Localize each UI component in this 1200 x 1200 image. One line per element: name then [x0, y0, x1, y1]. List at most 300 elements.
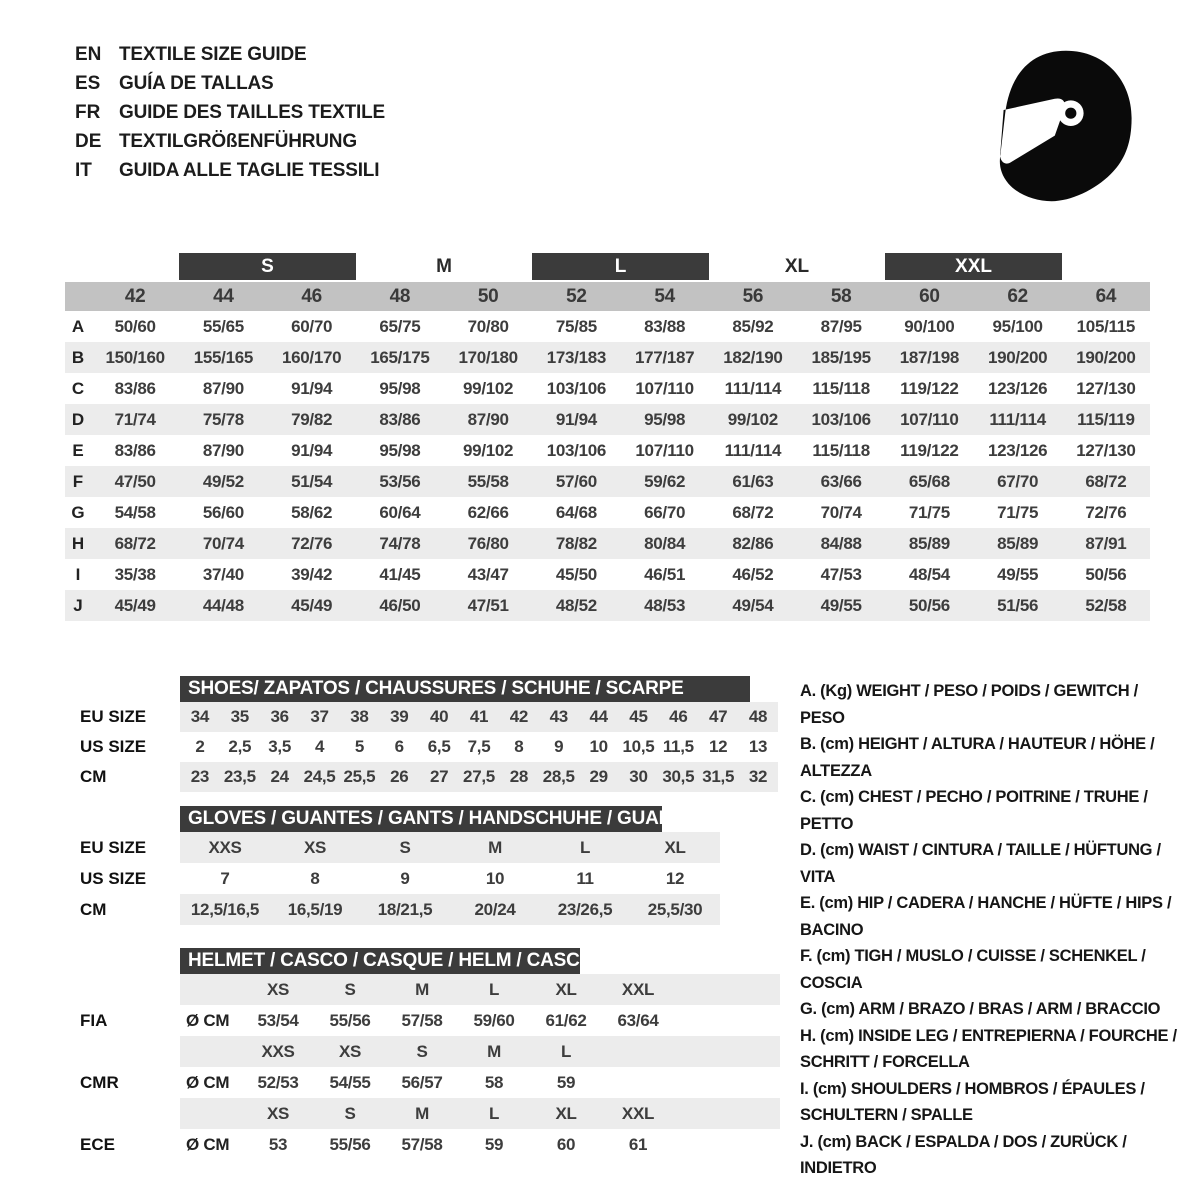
- helmet-size-cell: M: [415, 1103, 429, 1123]
- table-cell: 80/84: [644, 533, 686, 553]
- table-cell: 45/50: [555, 564, 597, 584]
- table-cell: 127/130: [1076, 378, 1136, 398]
- row-label: EU SIZE: [80, 707, 147, 726]
- table-cell: 62/66: [467, 502, 509, 522]
- table-cell: M: [488, 837, 502, 857]
- table-cell: 95/100: [992, 316, 1043, 336]
- table-cell: 12: [709, 737, 728, 756]
- table-cell: 91/94: [291, 378, 333, 398]
- legend-item: E. (cm) HIP / CADERA / HANCHE / HÜFTE / HIPS / BACINO: [800, 894, 1172, 939]
- table-cell: 72/76: [1085, 502, 1127, 522]
- table-cell: 24,5: [303, 767, 336, 786]
- legend-item: B. (cm) HEIGHT / ALTURA / HAUTEUR / HÖHE / ALTEZZA: [800, 735, 1155, 780]
- table-cell: 49/52: [202, 471, 244, 491]
- table-cell: 87/91: [1085, 533, 1127, 553]
- table-cell: 27,5: [463, 767, 495, 786]
- table-cell: 185/195: [811, 347, 871, 367]
- table-cell: 13: [748, 737, 768, 756]
- table-cell: 119/122: [900, 378, 959, 398]
- table-cell: 9: [554, 737, 564, 756]
- row-cells: [180, 832, 720, 863]
- table-cell: 52/53: [257, 1072, 299, 1092]
- table-cell: 34: [190, 707, 210, 726]
- table-cell: 52/58: [1085, 595, 1127, 615]
- table-cell: 71/75: [908, 502, 950, 522]
- table-cell: 58/62: [291, 502, 333, 522]
- row-cells: [180, 732, 778, 762]
- standard-label: FIA: [80, 1010, 108, 1030]
- size-group-xxl: XXL: [885, 253, 1062, 280]
- textile-size-table: [65, 253, 1150, 621]
- numeric-size-header-row: [65, 282, 1150, 311]
- table-cell: 46: [669, 707, 688, 726]
- size-group-l: L: [532, 253, 709, 280]
- gloves-title-bar: GLOVES / GUANTES / GANTS / HANDSCHUHE / GUANTI: [180, 806, 662, 832]
- table-cell: 28,5: [542, 767, 575, 786]
- row-cells: [180, 1005, 780, 1036]
- helmet-size-cell: L: [488, 1103, 500, 1123]
- table-cell: 29: [589, 767, 608, 786]
- row-cells: [180, 1098, 780, 1129]
- language-title: TEXTILE SIZE GUIDE: [119, 44, 307, 65]
- table-cell: 41/45: [379, 564, 421, 584]
- row-cells: [180, 894, 720, 925]
- table-cell: 111/114: [989, 409, 1046, 429]
- table-cell: 10: [589, 737, 608, 756]
- table-cell: 85/89: [908, 533, 950, 553]
- table-cell: 99/102: [463, 440, 514, 460]
- table-cell: 61: [628, 1134, 648, 1154]
- helmet-size-cell: XXS: [261, 1041, 295, 1061]
- table-cell: 83/88: [644, 316, 686, 336]
- language-row-en: [75, 40, 385, 69]
- table-cell: 90/100: [904, 316, 955, 336]
- table-cell: 115/119: [1077, 409, 1135, 429]
- table-cell: 46/52: [732, 564, 774, 584]
- diameter-unit-label: Ø CM: [186, 1134, 230, 1154]
- legend-item: D. (cm) WAIST / CINTURA / TAILLE / HÜFTUNG / VITA: [800, 841, 1161, 886]
- table-cell: 2,5: [228, 737, 252, 756]
- table-cell: 83/86: [379, 409, 421, 429]
- table-cell: 115/118: [812, 378, 870, 398]
- table-cell: 83/86: [114, 440, 156, 460]
- legend-item: C. (cm) CHEST / PECHO / POITRINE / TRUHE / PETTO: [800, 788, 1148, 833]
- size-group-xl: XL: [784, 256, 810, 277]
- table-cell: 43/47: [467, 564, 509, 584]
- table-cell: 70/80: [467, 316, 509, 336]
- helmet-size-cell: XL: [555, 1103, 577, 1123]
- row-cells: [180, 974, 780, 1005]
- size-header-cell: 64: [1095, 285, 1117, 307]
- table-cell: 16,5/19: [287, 899, 343, 919]
- table-cell: 50/56: [908, 595, 950, 615]
- table-cell: 91/94: [291, 440, 333, 460]
- table-cell: 35/38: [114, 564, 156, 584]
- gloves-rows: [65, 832, 780, 925]
- table-cell: 123/126: [987, 378, 1048, 398]
- helmet-rows: [65, 974, 845, 1160]
- table-cell: 66/70: [644, 502, 686, 522]
- table-row: [65, 342, 1150, 373]
- row-cells: [180, 1036, 780, 1067]
- language-code: EN: [75, 44, 102, 65]
- table-cell: 26: [390, 767, 409, 786]
- table-cell: 40: [429, 707, 449, 726]
- table-cell: 48: [748, 707, 768, 726]
- table-cell: 44: [589, 707, 608, 726]
- table-cell: 59: [484, 1134, 504, 1154]
- helmet-size-cell: M: [487, 1041, 501, 1061]
- language-code: ES: [75, 73, 101, 94]
- language-row-fr: [75, 98, 385, 127]
- size-header-cell: 56: [742, 285, 764, 307]
- table-cell: 84/88: [820, 533, 862, 553]
- table-cell: 46/51: [644, 564, 686, 584]
- helmet-size-cell: XL: [555, 979, 577, 999]
- helmet-size-cell: XXL: [621, 979, 655, 999]
- diameter-unit-label: Ø CM: [186, 1010, 230, 1030]
- table-cell: 39/42: [291, 564, 333, 584]
- table-cell: 87/90: [202, 440, 244, 460]
- table-cell: 32: [748, 767, 768, 786]
- table-row: [65, 590, 1150, 621]
- table-cell: 8: [514, 737, 524, 756]
- table-cell: 45/49: [291, 595, 333, 615]
- size-header-cell: 44: [213, 285, 234, 307]
- table-cell: 25,5: [343, 767, 376, 786]
- size-group-s: S: [179, 253, 356, 280]
- language-code: FR: [75, 102, 101, 123]
- table-cell: 82/86: [732, 533, 774, 553]
- table-cell: 170/180: [458, 347, 518, 367]
- table-cell: 165/175: [370, 347, 430, 367]
- table-cell: 23/26,5: [557, 899, 613, 919]
- table-cell: 72/76: [291, 533, 333, 553]
- row-label: CM: [80, 899, 107, 919]
- table-cell: 18/21,5: [377, 899, 433, 919]
- table-cell: 59/62: [644, 471, 686, 491]
- table-cell: 160/170: [281, 347, 342, 367]
- language-row-es: [75, 69, 385, 98]
- table-cell: 55/56: [329, 1134, 371, 1154]
- measurement-row-label: B: [71, 347, 85, 367]
- table-cell: 61/63: [732, 471, 774, 491]
- diameter-unit-label: Ø CM: [186, 1072, 230, 1092]
- table-cell: 23: [190, 767, 210, 786]
- table-cell: 27: [429, 767, 449, 786]
- table-cell: 47/50: [114, 471, 156, 491]
- table-cell: 59/60: [473, 1010, 515, 1030]
- table-cell: 7: [220, 868, 230, 888]
- shoes-title-bar: SHOES/ ZAPATOS / CHAUSSURES / SCHUHE / SCARPE: [180, 676, 750, 702]
- table-cell: 30,5: [662, 767, 695, 786]
- shoes-table: [65, 676, 780, 792]
- table-cell: 75/85: [555, 316, 597, 336]
- table-cell: 31,5: [702, 767, 735, 786]
- table-cell: L: [579, 837, 591, 857]
- table-cell: 60/70: [291, 316, 333, 336]
- table-cell: 79/82: [291, 409, 333, 429]
- table-cell: 63/66: [820, 471, 862, 491]
- table-cell: 49/55: [997, 564, 1039, 584]
- table-cell: 59: [556, 1072, 576, 1092]
- table-cell: 6,5: [427, 737, 451, 756]
- language-code: IT: [75, 160, 92, 181]
- table-cell: 57/58: [401, 1010, 443, 1030]
- language-title: GUIDA ALLE TAGLIE TESSILI: [119, 160, 380, 181]
- table-cell: 54/55: [329, 1072, 371, 1092]
- helmet-size-header-row: [65, 974, 845, 1005]
- table-cell: 39: [390, 707, 409, 726]
- language-title: GUIDE DES TAILLES TEXTILE: [119, 102, 385, 123]
- helmet-size-cell: L: [560, 1041, 572, 1061]
- helmet-size-cell: S: [416, 1041, 428, 1061]
- row-label: US SIZE: [80, 868, 147, 888]
- measurement-legend: [800, 678, 1182, 1182]
- table-cell: 71/74: [114, 409, 156, 429]
- measurement-row-label: F: [72, 471, 84, 491]
- table-cell: 23,5: [223, 767, 256, 786]
- helmet-value-row: [65, 1067, 845, 1098]
- table-cell: 24: [270, 767, 289, 786]
- table-cell: 5: [354, 737, 364, 756]
- table-cell: 55/56: [329, 1010, 371, 1030]
- table-cell: 103/106: [546, 440, 607, 460]
- helmet-size-cell: XS: [266, 1103, 290, 1123]
- table-row: [65, 559, 1150, 590]
- table-cell: 50/60: [114, 316, 156, 336]
- table-cell: 76/80: [467, 533, 509, 553]
- table-cell: 111/114: [724, 378, 782, 398]
- table-cell: 123/126: [987, 440, 1048, 460]
- helmet-size-header-row: [65, 1098, 845, 1129]
- table-cell: 56/60: [202, 502, 244, 522]
- table-cell: 111/114: [724, 440, 782, 460]
- table-row: [65, 435, 1150, 466]
- table-cell: 48/53: [644, 595, 686, 615]
- table-cell: 45: [629, 707, 648, 726]
- table-cell: 182/190: [723, 347, 783, 367]
- table-cell: 60/64: [379, 502, 421, 522]
- table-cell: 50/56: [1085, 564, 1127, 584]
- size-group-header-row: [65, 253, 1150, 280]
- table-cell: 107/110: [635, 378, 694, 398]
- row-label: US SIZE: [80, 737, 147, 756]
- table-cell: 190/200: [1076, 347, 1136, 367]
- measurement-row-label: D: [71, 409, 85, 429]
- table-row: [65, 466, 1150, 497]
- table-cell: 187/198: [899, 347, 960, 367]
- size-group-m: M: [436, 256, 452, 277]
- table-cell: 46/50: [379, 595, 421, 615]
- table-cell: 20/24: [474, 899, 516, 919]
- table-row: [65, 373, 1150, 404]
- table-cell: 155/165: [193, 347, 254, 367]
- row-label: CM: [80, 767, 107, 786]
- measurement-row-label: H: [71, 533, 85, 553]
- racing-helmet-icon: [978, 38, 1138, 214]
- table-cell: 45/49: [114, 595, 156, 615]
- helmet-table: [65, 948, 845, 1160]
- size-header-cell: 62: [1007, 285, 1028, 307]
- table-cell: 64/68: [555, 502, 597, 522]
- table-cell: 35: [230, 707, 249, 726]
- table-cell: 107/110: [635, 440, 694, 460]
- table-cell: 12,5/16,5: [190, 899, 260, 919]
- table-cell: 105/115: [1076, 316, 1136, 336]
- table-cell: 115/118: [812, 440, 870, 460]
- table-cell: 11,5: [662, 737, 694, 756]
- table-cell: 99/102: [727, 409, 778, 429]
- table-cell: 42: [509, 707, 529, 726]
- legend-item: H. (cm) INSIDE LEG / ENTREPIERNA / FOURCHE / SCHRITT / FORCELLA: [800, 1026, 1177, 1071]
- row-label: EU SIZE: [80, 837, 147, 857]
- table-cell: 37/40: [202, 564, 244, 584]
- table-row: [65, 762, 780, 792]
- table-cell: 119/122: [900, 440, 959, 460]
- table-cell: 57/60: [555, 471, 597, 491]
- size-header-cell: 48: [389, 285, 411, 307]
- table-cell: 78/82: [555, 533, 597, 553]
- table-cell: 83/86: [114, 378, 156, 398]
- row-cells: [180, 1129, 780, 1160]
- helmet-size-cell: XS: [338, 1041, 362, 1061]
- language-code: DE: [75, 131, 102, 152]
- table-cell: 95/98: [379, 440, 421, 460]
- measurement-row-label: C: [71, 378, 85, 398]
- table-cell: 7,5: [467, 737, 491, 756]
- table-cell: 53: [268, 1134, 288, 1154]
- table-cell: 10: [485, 868, 505, 888]
- measurement-row-label: A: [71, 316, 85, 336]
- table-cell: 54/58: [114, 502, 156, 522]
- table-cell: 6: [394, 737, 404, 756]
- table-cell: 87/95: [820, 316, 862, 336]
- table-cell: 127/130: [1076, 440, 1136, 460]
- table-cell: 47/51: [467, 595, 509, 615]
- language-row-it: [75, 156, 385, 185]
- table-cell: 95/98: [644, 409, 686, 429]
- table-cell: 25,5/30: [647, 899, 703, 919]
- table-cell: 61/62: [545, 1010, 587, 1030]
- shoes-rows: [65, 702, 780, 792]
- table-cell: 47: [709, 707, 728, 726]
- table-cell: 74/78: [379, 533, 421, 553]
- table-cell: 51/54: [291, 471, 333, 491]
- row-cells: [180, 762, 778, 792]
- table-cell: 68/72: [1085, 471, 1127, 491]
- table-cell: 70/74: [202, 533, 244, 553]
- helmet-value-row: [65, 1005, 845, 1036]
- row-cells: [180, 863, 720, 894]
- size-header-cell: 60: [919, 285, 940, 307]
- measurement-row-label: E: [72, 440, 84, 460]
- table-cell: S: [399, 837, 411, 857]
- legend-item: J. (cm) BACK / ESPALDA / DOS / ZURÜCK / INDIETRO: [800, 1132, 1127, 1177]
- table-cell: 36: [270, 707, 289, 726]
- table-cell: 48/54: [908, 564, 950, 584]
- table-cell: 173/183: [546, 347, 607, 367]
- table-cell: 41: [469, 707, 489, 726]
- table-cell: 9: [400, 868, 410, 888]
- table-row: [65, 702, 780, 732]
- table-cell: 51/56: [997, 595, 1039, 615]
- helmet-size-cell: XXL: [621, 1103, 655, 1123]
- table-cell: 47/53: [820, 564, 862, 584]
- table-cell: 37: [310, 707, 329, 726]
- table-cell: 177/187: [634, 347, 695, 367]
- size-header-cell: 54: [654, 285, 675, 307]
- table-row: [65, 528, 1150, 559]
- table-cell: 150/160: [105, 347, 165, 367]
- table-cell: 58: [484, 1072, 504, 1092]
- table-cell: 12: [665, 868, 685, 888]
- language-list: [75, 40, 385, 185]
- table-cell: 70/74: [820, 502, 862, 522]
- helmet-size-cell: S: [344, 1103, 356, 1123]
- table-cell: 71/75: [997, 502, 1039, 522]
- table-cell: 103/106: [811, 409, 871, 429]
- language-row-de: [75, 127, 385, 156]
- table-cell: 49/55: [820, 595, 862, 615]
- table-row: [65, 497, 1150, 528]
- table-cell: 68/72: [114, 533, 156, 553]
- standard-label: ECE: [80, 1134, 115, 1154]
- size-header-cell: 52: [566, 285, 587, 307]
- row-cells: [180, 1067, 780, 1098]
- table-cell: 44/48: [202, 595, 244, 615]
- legend-item: G. (cm) ARM / BRAZO / BRAS / ARM / BRACCIO: [800, 1000, 1161, 1018]
- table-cell: 190/200: [987, 347, 1048, 367]
- table-cell: 11: [576, 868, 594, 888]
- measurement-row-label: I: [75, 564, 81, 584]
- table-cell: 87/90: [467, 409, 509, 429]
- row-cells: [180, 702, 778, 732]
- table-cell: 4: [314, 737, 325, 756]
- table-cell: 38: [350, 707, 369, 726]
- table-cell: 85/89: [997, 533, 1039, 553]
- table-cell: 28: [509, 767, 529, 786]
- table-cell: 99/102: [463, 378, 514, 398]
- table-cell: 107/110: [900, 409, 959, 429]
- helmet-size-cell: L: [488, 979, 500, 999]
- table-cell: 53/54: [257, 1010, 299, 1030]
- table-row: [65, 404, 1150, 435]
- table-cell: 43: [549, 707, 568, 726]
- table-cell: 2: [195, 737, 205, 756]
- size-header-cell: 58: [830, 285, 852, 307]
- helmet-size-cell: S: [344, 979, 356, 999]
- table-cell: 63/64: [617, 1010, 659, 1030]
- table-cell: 30: [629, 767, 648, 786]
- table-row: [65, 894, 780, 925]
- table-cell: 91/94: [555, 409, 597, 429]
- legend-item: I. (cm) SHOULDERS / HOMBROS / ÉPAULES / SCHULTERN / SPALLE: [800, 1079, 1145, 1124]
- table-cell: 87/90: [202, 378, 244, 398]
- helmet-size-cell: M: [415, 979, 429, 999]
- table-cell: 75/78: [202, 409, 244, 429]
- table-cell: 85/92: [732, 316, 774, 336]
- table-cell: 55/65: [202, 316, 244, 336]
- table-cell: 95/98: [379, 378, 421, 398]
- table-cell: 48/52: [555, 595, 597, 615]
- table-cell: 57/58: [401, 1134, 443, 1154]
- size-header-cell: 46: [301, 285, 322, 307]
- table-cell: 68/72: [732, 502, 774, 522]
- helmet-title-bar: HELMET / CASCO / CASQUE / HELM / CASCO: [180, 948, 580, 974]
- table-cell: 53/56: [379, 471, 421, 491]
- table-cell: 67/70: [997, 471, 1039, 491]
